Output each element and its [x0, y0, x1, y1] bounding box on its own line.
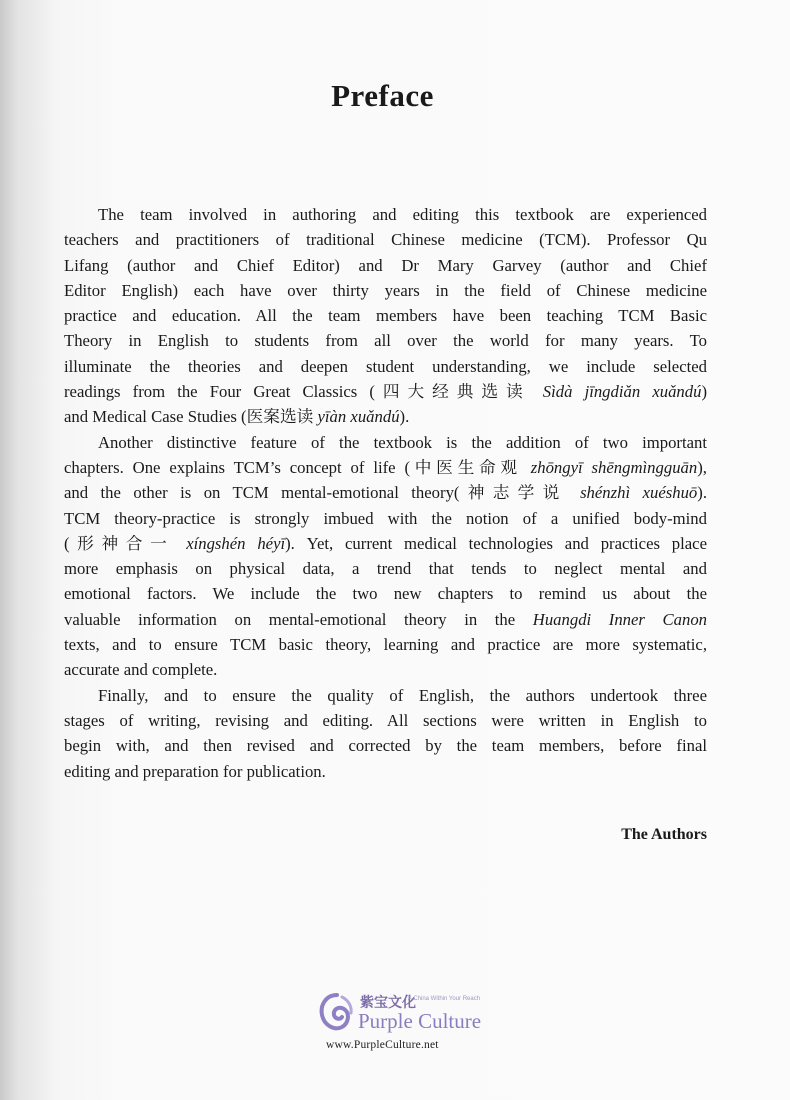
- text-line: [64, 379, 707, 404]
- watermark-logo: [318, 987, 488, 1057]
- pinyin-term: Sìdà jīngdiǎn xuǎndú: [542, 382, 702, 402]
- text-line: [64, 531, 707, 556]
- text-run: ): [701, 382, 708, 402]
- text-line: practice and education. All the team members have been teaching TCM Basic: [64, 306, 707, 326]
- text-run: chapters. One explains TCM’s concept of life (中医生命观: [64, 457, 531, 477]
- signature: The Authors: [621, 826, 707, 843]
- text-line: teachers and practitioners of traditional Chinese medicine (TCM). Professor Qu: [64, 230, 707, 250]
- text-line: editing and preparation for publication.: [64, 761, 326, 781]
- text-line: Theory in English to students from all over the world for many years. To: [64, 331, 707, 351]
- text-run: readings from the Four Great Classics (四大经典选读: [64, 382, 543, 402]
- logo-url: www.PurpleCulture.net: [326, 1039, 439, 1051]
- paragraph-2: [64, 430, 707, 683]
- page-title: Preface: [331, 78, 434, 113]
- purple-swirl-logo-icon: [318, 991, 356, 1035]
- logo-tagline: A China Within Your Reach: [408, 996, 481, 1002]
- logo-name: Purple Culture: [358, 1009, 482, 1033]
- pinyin-term: zhōngyī shēngmìngguān: [530, 457, 698, 477]
- text-line: [64, 607, 707, 632]
- text-line: Lifang (author and Chief Editor) and Dr Mary Garvey (author and Chief: [64, 255, 707, 275]
- preface-body: [64, 202, 707, 784]
- text-line: texts, and to ensure TCM basic theory, learning and practice are more systematic,: [64, 635, 707, 655]
- text-line: The team involved in authoring and editing this textbook are experienced: [98, 205, 707, 224]
- text-line: begin with, and then revised and corrected by the team members, before final: [64, 736, 707, 756]
- text-line: stages of writing, revising and editing. All sections were written in English to: [64, 710, 707, 730]
- text-run: and Medical Case Studies (医案选读: [64, 407, 318, 427]
- text-run: (形神合一: [64, 533, 187, 553]
- text-line: [64, 480, 707, 505]
- text-run: ),: [697, 457, 707, 477]
- text-line: Another distinctive feature of the textbook is the addition of two important: [98, 432, 707, 452]
- text-line: more emphasis on physical data, a trend that tends to neglect mental and: [64, 559, 707, 579]
- text-line: [64, 404, 707, 429]
- text-line: [64, 455, 707, 480]
- pinyin-term: yīàn xuǎndú: [317, 407, 400, 427]
- text-run: ).: [399, 407, 410, 427]
- text-run: ). Yet, current medical technologies and practices place: [285, 533, 707, 553]
- text-line: illuminate the theories and deepen student understanding, we include selected: [64, 356, 707, 376]
- book-title: Huangdi Inner Canon: [532, 609, 708, 629]
- text-line: Editor English) each have over thirty years in the field of Chinese medicine: [64, 280, 707, 300]
- text-run: valuable information on mental-emotional theory in the: [64, 609, 533, 629]
- paragraph-1: [64, 202, 707, 430]
- pinyin-term: shénzhì xuéshuō: [580, 483, 698, 503]
- text-line: TCM theory-practice is strongly imbued with the notion of a unified body-mind: [64, 508, 707, 528]
- pinyin-term: xíngshén héyī: [186, 533, 286, 553]
- text-run: ).: [697, 483, 707, 503]
- paragraph-3: [64, 683, 707, 784]
- text-line: emotional factors. We include the two new chapters to remind us about the: [64, 584, 707, 604]
- text-line: accurate and complete.: [64, 660, 218, 680]
- text-line: Finally, and to ensure the quality of English, the authors undertook three: [98, 685, 707, 705]
- text-run: and the other is on TCM mental-emotional theory(神志学说: [64, 483, 581, 503]
- logo-chinese-text: 紫宝文化: [360, 996, 416, 1011]
